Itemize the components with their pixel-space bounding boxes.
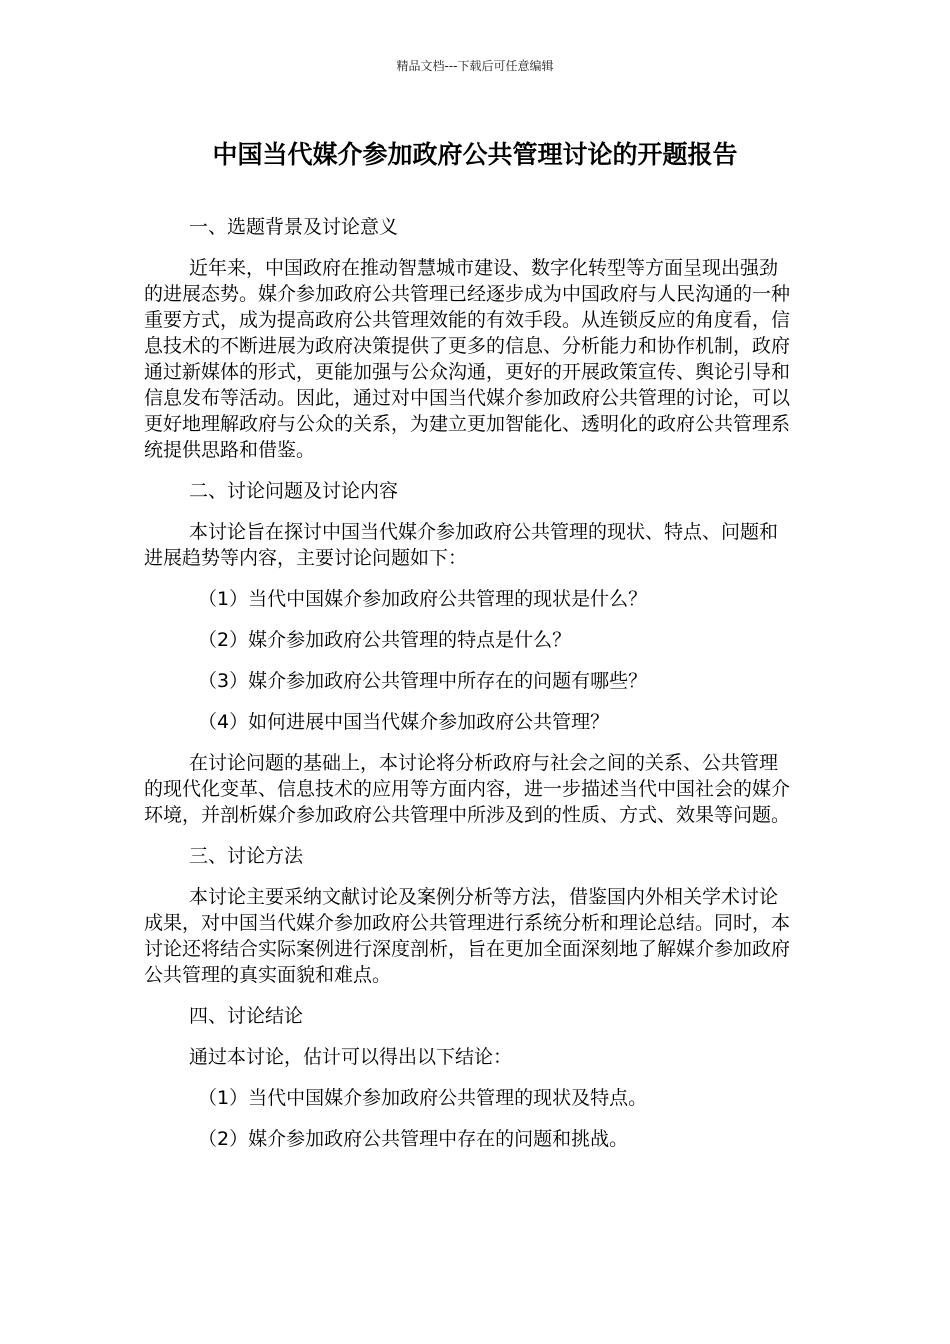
document-body [144,214,796,1167]
section-heading-conclusions: 四、讨论结论 [189,1005,304,1027]
section-heading-background: 一、选题背景及讨论意义 [189,216,399,238]
document-title: 中国当代媒介参加政府公共管理讨论的开题报告 [212,140,738,169]
questions-intro-paragraph: 本讨论旨在探讨中国当代媒介参加政府公共管理的现状、特点、问题和进展趋势等内容，主要讨论问题如下： [144,521,779,569]
background-paragraph: 近年来，中国政府在推动智慧城市建设、数字化转型等方面呈现出强劲的进展态势。媒介参加政府公共管理已经逐步成为中国政府与人民沟通的一种重要方式，成为提高政府公共管理效能的有效手段。从连锁反应的角度看，信息技术的不断进展为政府决策提供了更多的信息、分析能力和协作机制，政府通过新媒体的形式，更能加强与公众沟通，更好的开展政策宣传、舆论引导和信息发布等活动。因此，通过对中国当代媒介参加政府公共管理的讨论，可以更好地理解政府与公众的关系，为建立更加智能化、透明化的政府公共管理系统提供思路和借鉴。 [144,257,791,461]
section-heading-questions: 二、讨论问题及讨论内容 [189,480,399,502]
section-heading-methods: 三、讨论方法 [189,845,304,867]
question-item: （2）媒介参加政府公共管理的特点是什么？ [198,629,572,651]
conclusion-item: （1）当代中国媒介参加政府公共管理的现状及特点。 [198,1087,648,1109]
question-item: （4）如何进展中国当代媒介参加政府公共管理？ [198,711,610,733]
question-item: （3）媒介参加政府公共管理中所存在的问题有哪些？ [198,670,648,692]
page-header-note: 精品文档---下载后可任意编辑 [396,59,554,73]
questions-closing-paragraph: 在讨论问题的基础上，本讨论将分析政府与社会之间的关系、公共管理的现代化变革、信息技术的应用等方面内容，进一步描述当代中国社会的媒介环境，并剖析媒介参加政府公共管理中所涉及到的性质、方式、效果等问题。 [144,752,791,826]
methods-paragraph: 本讨论主要采纳文献讨论及案例分析等方法，借鉴国内外相关学术讨论成果，对中国当代媒介参加政府公共管理进行系统分析和理论总结。同时，本讨论还将结合实际案例进行深度剖析，旨在更加全面深刻地了解媒介参加政府公共管理的真实面貌和难点。 [144,886,791,986]
conclusions-intro: 通过本讨论，估计可以得出以下结论： [189,1046,513,1068]
question-item: （1）当代中国媒介参加政府公共管理的现状是什么？ [198,588,648,610]
conclusion-item: （2）媒介参加政府公共管理中存在的问题和挑战。 [198,1128,629,1150]
